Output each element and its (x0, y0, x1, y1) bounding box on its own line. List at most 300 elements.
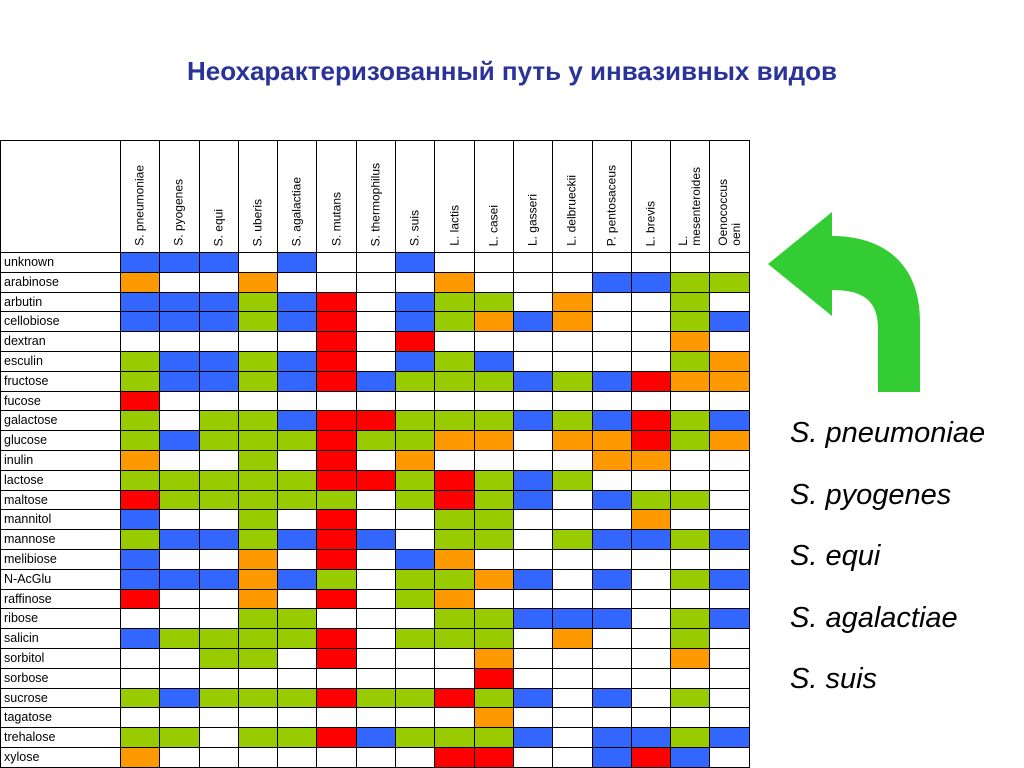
table-cell (121, 312, 160, 332)
row-label: arbutin (1, 293, 121, 313)
table-cell (632, 491, 671, 511)
table-cell (396, 471, 435, 491)
column-header-label: L. lactis (447, 205, 462, 246)
table-cell (632, 530, 671, 550)
table-cell (200, 471, 239, 491)
column-header (200, 141, 239, 253)
table-cell (475, 550, 514, 570)
table-cell (160, 609, 199, 629)
table-cell (396, 431, 435, 451)
table-cell (396, 451, 435, 471)
column-header (632, 141, 671, 253)
table-cell (121, 273, 160, 293)
table-cell (121, 689, 160, 709)
table-cell (553, 273, 592, 293)
table-cell (593, 570, 632, 590)
column-header-label: S. mutans (329, 191, 344, 246)
table-cell (121, 728, 160, 748)
table-cell (200, 748, 239, 768)
invasive-species-list (790, 412, 985, 720)
row-label: lactose (1, 471, 121, 491)
table-cell (396, 570, 435, 590)
column-header-label: Oenococcus oeni (715, 179, 743, 246)
table-cell (200, 570, 239, 590)
column-header (514, 141, 553, 253)
table-cell (278, 431, 317, 451)
table-cell (632, 689, 671, 709)
table-cell (514, 609, 553, 629)
table-cell (671, 570, 710, 590)
table-cell (357, 609, 396, 629)
table-cell (632, 451, 671, 471)
table-cell (632, 550, 671, 570)
column-header-label: S. suis (407, 209, 422, 246)
table-cell (671, 253, 710, 273)
table-cell (514, 669, 553, 689)
table-cell (239, 748, 278, 768)
table-cell (671, 293, 710, 313)
table-cell (396, 392, 435, 412)
table-cell (553, 708, 592, 728)
table-cell (278, 629, 317, 649)
table-cell (357, 491, 396, 511)
table-cell (435, 629, 474, 649)
table-cell (710, 451, 749, 471)
table-cell (160, 293, 199, 313)
table-cell (514, 708, 553, 728)
table-cell (553, 689, 592, 709)
table-cell (475, 728, 514, 748)
table-cell (710, 570, 749, 590)
column-header (435, 141, 474, 253)
table-cell (160, 273, 199, 293)
table-cell (160, 491, 199, 511)
table-cell (278, 332, 317, 352)
table-cell (435, 253, 474, 273)
row-label: inulin (1, 451, 121, 471)
column-header-label: L. gasseri (525, 193, 540, 246)
column-header (553, 141, 592, 253)
table-cell (435, 609, 474, 629)
table-cell (710, 253, 749, 273)
table-cell (710, 728, 749, 748)
table-cell (710, 689, 749, 709)
table-cell (593, 649, 632, 669)
table-cell (121, 609, 160, 629)
column-header-label: P. pentosaceus (604, 164, 619, 246)
table-cell (239, 491, 278, 511)
table-cell (278, 352, 317, 372)
table-cell (514, 649, 553, 669)
table-cell (671, 451, 710, 471)
table-cell (710, 530, 749, 550)
table-cell (710, 372, 749, 392)
table-cell (475, 530, 514, 550)
table-cell (239, 609, 278, 629)
table-cell (239, 312, 278, 332)
table-cell (475, 411, 514, 431)
table-cell (553, 550, 592, 570)
table-cell (239, 471, 278, 491)
table-cell (593, 332, 632, 352)
table-cell (121, 748, 160, 768)
table-cell (160, 590, 199, 610)
table-cell (475, 689, 514, 709)
table-cell (239, 530, 278, 550)
table-cell (357, 332, 396, 352)
table-cell (632, 570, 671, 590)
table-cell (396, 629, 435, 649)
table-cell (239, 273, 278, 293)
table-cell (514, 550, 553, 570)
table-cell (475, 332, 514, 352)
table-cell (317, 728, 356, 748)
table-cell (553, 293, 592, 313)
table-cell (553, 510, 592, 530)
table-cell (593, 372, 632, 392)
table-cell (710, 708, 749, 728)
table-cell (593, 253, 632, 273)
row-label: fucose (1, 392, 121, 412)
curved-arrow-icon (766, 210, 926, 395)
table-cell (357, 451, 396, 471)
table-cell (553, 609, 592, 629)
species-item: S. suis (790, 663, 878, 695)
table-cell (278, 669, 317, 689)
table-cell (632, 649, 671, 669)
table-cell (239, 510, 278, 530)
table-cell (475, 590, 514, 610)
table-cell (710, 649, 749, 669)
column-header-label: S. pyogenes (171, 179, 186, 246)
table-cell (710, 491, 749, 511)
table-cell (632, 273, 671, 293)
row-label: maltose (1, 491, 121, 511)
table-cell (200, 392, 239, 412)
table-cell (278, 293, 317, 313)
table-cell (435, 669, 474, 689)
table-cell (121, 332, 160, 352)
table-cell (710, 748, 749, 768)
column-header-label: L. delbrueckii (564, 175, 579, 246)
table-cell (710, 273, 749, 293)
table-cell (200, 451, 239, 471)
table-cell (317, 332, 356, 352)
table-cell (593, 510, 632, 530)
table-cell (357, 372, 396, 392)
table-cell (239, 669, 278, 689)
table-cell (317, 352, 356, 372)
species-item: S. equi (790, 540, 881, 572)
table-cell (671, 471, 710, 491)
table-cell (200, 530, 239, 550)
table-cell (396, 293, 435, 313)
table-cell (593, 669, 632, 689)
row-label: tagatose (1, 708, 121, 728)
table-cell (396, 669, 435, 689)
table-cell (632, 748, 671, 768)
table-cell (317, 471, 356, 491)
table-cell (593, 312, 632, 332)
table-cell (632, 728, 671, 748)
table-cell (553, 372, 592, 392)
table-cell (671, 332, 710, 352)
table-cell (200, 550, 239, 570)
table-cell (514, 590, 553, 610)
table-cell (357, 570, 396, 590)
table-cell (475, 471, 514, 491)
table-cell (200, 273, 239, 293)
table-cell (317, 392, 356, 412)
table-cell (278, 510, 317, 530)
table-cell (239, 253, 278, 273)
table-cell (632, 372, 671, 392)
table-cell (435, 372, 474, 392)
table-cell (317, 273, 356, 293)
column-header-label: S. thermophilus (368, 162, 383, 246)
table-cell (710, 550, 749, 570)
row-label: mannose (1, 530, 121, 550)
row-label: mannitol (1, 510, 121, 530)
table-cell (553, 451, 592, 471)
table-cell (710, 411, 749, 431)
column-header (396, 141, 435, 253)
table-cell (710, 431, 749, 451)
table-cell (710, 471, 749, 491)
table-cell (475, 629, 514, 649)
table-cell (514, 748, 553, 768)
table-cell (553, 590, 592, 610)
table-cell (278, 590, 317, 610)
table-cell (475, 491, 514, 511)
table-cell (160, 570, 199, 590)
table-cell (121, 471, 160, 491)
table-cell (357, 728, 396, 748)
table-cell (396, 689, 435, 709)
table-cell (632, 352, 671, 372)
table-cell (317, 689, 356, 709)
table-cell (514, 273, 553, 293)
table-cell (553, 491, 592, 511)
table-cell (632, 510, 671, 530)
table-cell (514, 372, 553, 392)
table-cell (435, 748, 474, 768)
column-header (317, 141, 356, 253)
table-cell (357, 708, 396, 728)
table-cell (357, 669, 396, 689)
table-cell (553, 253, 592, 273)
row-label: xylose (1, 748, 121, 768)
table-cell (121, 669, 160, 689)
table-cell (553, 352, 592, 372)
table-cell (357, 253, 396, 273)
table-cell (514, 253, 553, 273)
table-cell (239, 649, 278, 669)
table-cell (160, 530, 199, 550)
table-cell (200, 431, 239, 451)
table-cell (671, 550, 710, 570)
table-cell (396, 352, 435, 372)
table-cell (317, 629, 356, 649)
table-cell (435, 649, 474, 669)
table-cell (553, 748, 592, 768)
table-cell (553, 332, 592, 352)
column-header (357, 141, 396, 253)
table-cell (317, 510, 356, 530)
table-cell (396, 748, 435, 768)
table-cell (278, 372, 317, 392)
table-cell (435, 689, 474, 709)
table-cell (435, 332, 474, 352)
table-cell (239, 689, 278, 709)
table-cell (317, 708, 356, 728)
table-cell (317, 253, 356, 273)
table-cell (357, 293, 396, 313)
row-label: sucrose (1, 689, 121, 709)
table-cell (200, 491, 239, 511)
row-label: cellobiose (1, 312, 121, 332)
column-header-label: S. equi (211, 208, 226, 246)
table-cell (160, 748, 199, 768)
table-cell (553, 728, 592, 748)
table-cell (200, 590, 239, 610)
table-cell (435, 451, 474, 471)
table-cell (396, 372, 435, 392)
table-cell (239, 629, 278, 649)
table-cell (671, 728, 710, 748)
table-cell (121, 293, 160, 313)
table-cell (317, 748, 356, 768)
table-cell (514, 352, 553, 372)
species-item: S. agalactiae (790, 601, 958, 634)
table-cell (435, 530, 474, 550)
row-label: fructose (1, 372, 121, 392)
table-cell (317, 491, 356, 511)
column-header (710, 141, 749, 253)
table-cell (278, 491, 317, 511)
table-cell (514, 471, 553, 491)
table-cell (632, 312, 671, 332)
table-cell (671, 609, 710, 629)
table-cell (632, 293, 671, 313)
table-cell (396, 590, 435, 610)
table-cell (435, 273, 474, 293)
table-cell (278, 471, 317, 491)
table-cell (593, 748, 632, 768)
table-cell (121, 411, 160, 431)
table-cell (278, 708, 317, 728)
table-cell (357, 392, 396, 412)
table-cell (357, 352, 396, 372)
table-cell (475, 748, 514, 768)
row-label: sorbitol (1, 649, 121, 669)
table-cell (396, 273, 435, 293)
table-cell (593, 708, 632, 728)
table-cell (475, 253, 514, 273)
table-cell (239, 352, 278, 372)
table-cell (710, 669, 749, 689)
table-cell (239, 332, 278, 352)
table-cell (317, 649, 356, 669)
table-cell (317, 312, 356, 332)
table-cell (317, 570, 356, 590)
table-cell (632, 411, 671, 431)
table-cell (593, 530, 632, 550)
table-cell (396, 312, 435, 332)
column-header-label: S. agalactiae (289, 176, 304, 246)
table-cell (239, 411, 278, 431)
table-cell (121, 649, 160, 669)
table-cell (475, 708, 514, 728)
table-cell (593, 293, 632, 313)
table-cell (160, 332, 199, 352)
table-cell (671, 392, 710, 412)
table-cell (160, 451, 199, 471)
table-cell (475, 431, 514, 451)
table-cell (435, 431, 474, 451)
table-cell (671, 491, 710, 511)
column-header-label: L. brevis (643, 200, 658, 246)
table-cell (396, 510, 435, 530)
table-cell (553, 392, 592, 412)
table-cell (357, 550, 396, 570)
table-cell (710, 312, 749, 332)
table-cell (317, 609, 356, 629)
table-cell (593, 550, 632, 570)
table-cell (514, 451, 553, 471)
row-label: arabinose (1, 273, 121, 293)
row-label: glucose (1, 431, 121, 451)
table-cell (121, 510, 160, 530)
table-cell (396, 411, 435, 431)
table-cell (593, 629, 632, 649)
table-cell (671, 748, 710, 768)
table-cell (475, 312, 514, 332)
table-cell (278, 411, 317, 431)
table-cell (357, 590, 396, 610)
table-cell (553, 669, 592, 689)
table-cell (593, 689, 632, 709)
table-cell (671, 530, 710, 550)
table-cell (200, 629, 239, 649)
table-cell (514, 629, 553, 649)
table-cell (317, 293, 356, 313)
table-cell (671, 689, 710, 709)
table-cell (160, 689, 199, 709)
table-cell (278, 609, 317, 629)
table-cell (121, 530, 160, 550)
table-cell (553, 530, 592, 550)
table-cell (121, 550, 160, 570)
table-cell (160, 669, 199, 689)
table-cell (121, 372, 160, 392)
table-cell (160, 550, 199, 570)
table-cell (317, 669, 356, 689)
table-cell (317, 451, 356, 471)
slide-title: Неохарактеризованный путь у инвазивных видов (187, 56, 837, 86)
table-cell (239, 550, 278, 570)
table-cell (160, 392, 199, 412)
table-cell (710, 590, 749, 610)
column-header (593, 141, 632, 253)
row-label: galactose (1, 411, 121, 431)
table-cell (160, 728, 199, 748)
table-cell (160, 431, 199, 451)
column-header (121, 141, 160, 253)
table-cell (200, 689, 239, 709)
table-cell (239, 451, 278, 471)
table-cell (200, 510, 239, 530)
